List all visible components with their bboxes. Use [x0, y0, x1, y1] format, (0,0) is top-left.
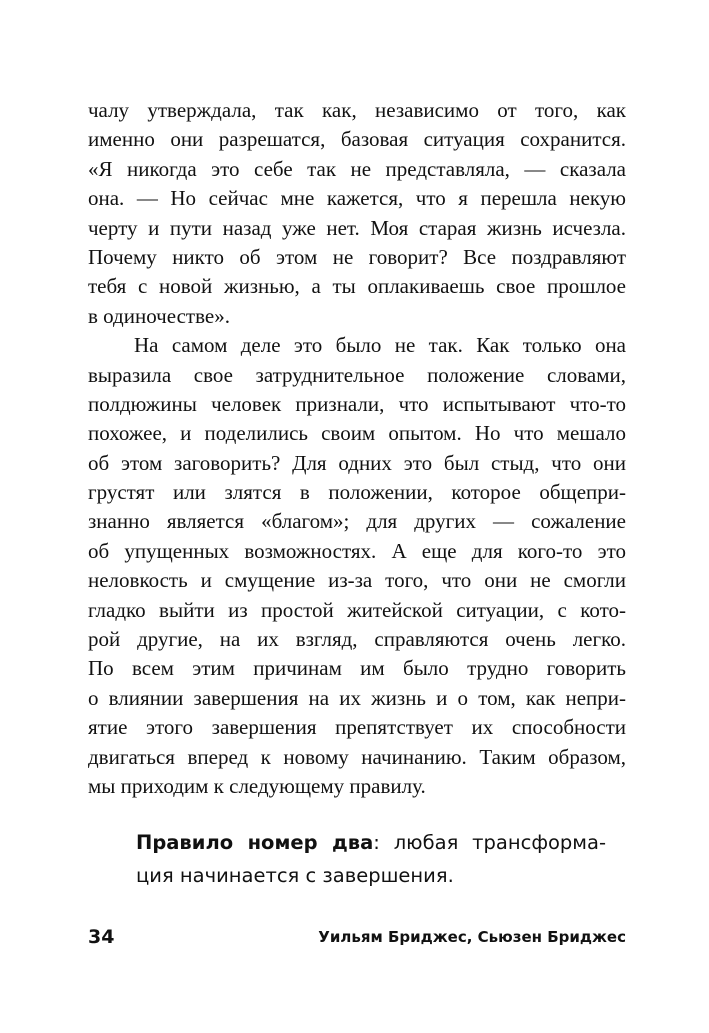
page-footer	[88, 926, 626, 952]
text-line: По всем этим причинам им было трудно говорить	[88, 656, 626, 681]
text-line: Почему никто об этом не говорит? Все поздравляют	[88, 244, 626, 269]
text-line: неловкость и смущение из-за того, что они не смогли	[88, 568, 626, 593]
text-line: об этом заговорить? Для одних это был стыд, что они	[88, 450, 626, 475]
text-line: она. — Но сейчас мне кажется, что я перешла некую	[88, 186, 626, 211]
text-line: полдюжины человек признали, что испытывают что-то	[88, 391, 626, 416]
page-number: 34	[88, 926, 115, 948]
text-line: тебя с новой жизнью, а ты оплакиваешь свое прошлое	[88, 274, 626, 299]
text-line: рой другие, на их взгляд, справляются очень легко.	[88, 627, 626, 652]
text-line: «Я никогда это себе так не представляла, — сказала	[88, 156, 626, 181]
rule-title: Правило номер два	[136, 831, 374, 854]
text-line: именно они разрешатся, базовая ситуация сохранится.	[88, 127, 626, 152]
text-line: в одиночестве».	[88, 303, 230, 328]
text-line: похожее, и поделились своим опытом. Но что мешало	[88, 421, 626, 446]
rule-text-1: : любая трансформа-	[373, 831, 607, 854]
body-text	[88, 96, 626, 801]
text-line: чалу утверждала, так как, независимо от того, как	[88, 98, 626, 122]
text-line: знанно является «благом»; для других — сожаление	[88, 509, 626, 534]
text-line: о влиянии завершения на их жизнь и о том, как непри-	[88, 685, 626, 710]
text-line: На самом деле это было не так. Как только она	[134, 333, 626, 358]
text-line: об упущенных возможностях. А еще для кого-то это	[88, 538, 626, 563]
text-line: черту и пути назад уже нет. Моя старая жизнь исчезла.	[88, 215, 626, 240]
rule-callout	[136, 826, 606, 892]
rule-line-2: ция начинается с завершения.	[136, 864, 454, 887]
text-line: двигаться вперед к новому начинанию. Таким образом,	[88, 744, 626, 769]
text-line: гладко выйти из простой житейской ситуации, с кото-	[88, 597, 626, 622]
text-line: выразила свое затруднительное положение словами,	[88, 362, 626, 387]
running-head: Уильям Бриджес, Сьюзен Бриджес	[318, 928, 626, 946]
text-line: ятие этого завершения препятствует их способности	[88, 715, 626, 740]
text-line: грустят или злятся в положении, которое общепри-	[88, 480, 626, 505]
text-line: мы приходим к следующему правилу.	[88, 773, 426, 798]
rule-line-1	[136, 826, 606, 859]
